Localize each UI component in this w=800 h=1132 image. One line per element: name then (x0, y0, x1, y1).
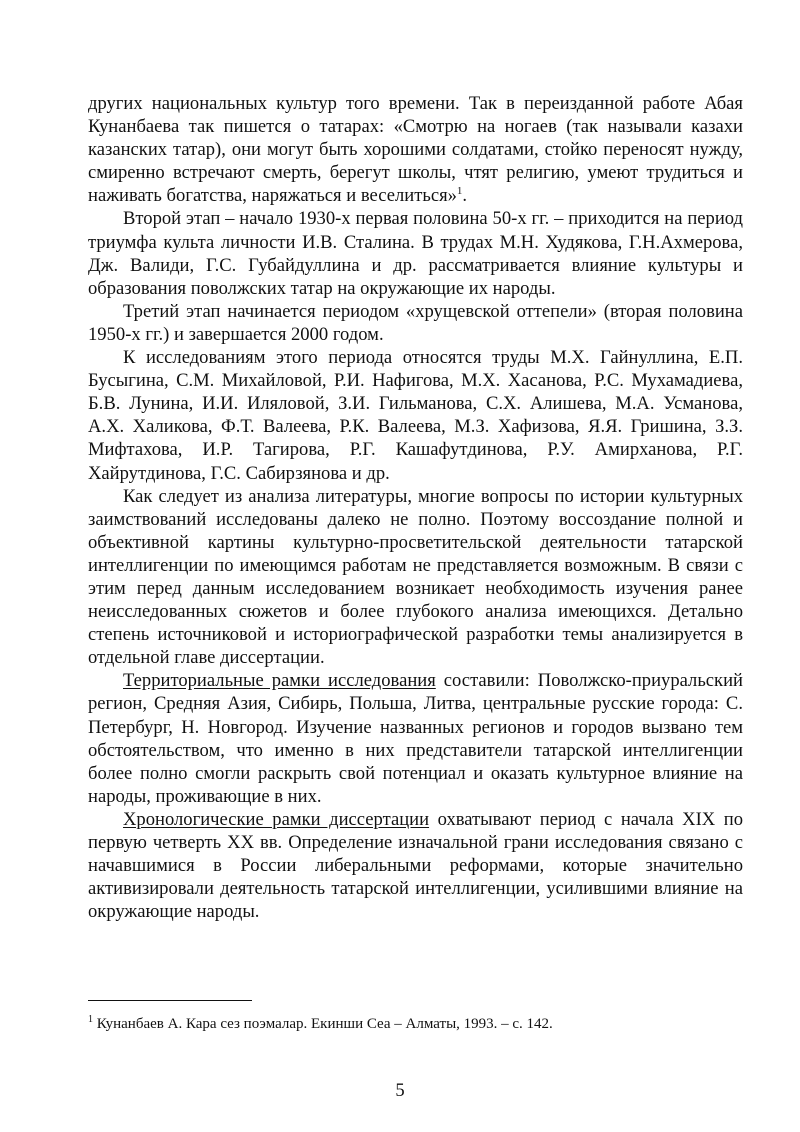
footnote-marker: 1 (88, 1014, 93, 1025)
page-number: 5 (395, 1080, 405, 1101)
paragraph-third-stage: Третий этап начинается периодом «хрущевской оттепели» (вторая половина 1950-х гг.) и завершается 2000 годом. (88, 300, 743, 345)
footnote (88, 1015, 748, 1034)
paragraph-text: других национальных культур того времени. Так в переизданной работе Абая Кунанбаева так пишется о татарах: «Смотрю на ногаев (так называли казахи казанских татар), они могут быть хорошими солдатами, стойко переносят нужду, смиренно встречают смерть, берегут школы, чтят религию, умеют трудиться и наживать богатства, наряжаться и веселиться» (88, 93, 743, 207)
territorial-scope-heading: Территориальные рамки исследования (123, 670, 436, 692)
footnote-text: Кунанбаев А. Кара сез поэмалар. Екинши Сеа – Алматы, 1993. – с. 142. (93, 1016, 553, 1032)
paragraph-territorial-scope (88, 669, 743, 808)
paragraph-text: составили: Поволжско-приуральский регион, Средняя Азия, Сибирь, Польша, Литва, центральные русские города: С. Петербург, Н. Новгород. Изучение названных регионов и городов вызвано тем обстоятельством, что именно в них представители татарской интеллигенции более полно смогли раскрыть свой потенциал и оказать культурное влияние на народы, проживающие в них. (88, 670, 743, 807)
footnote-reference[interactable]: 1 (456, 185, 463, 198)
paragraph-text: охватывают период с начала XIX по первую четверть XX вв. Определение изначальной грани исследования связано с начавшимися в России либеральными реформами, которые значительно активизировали деятельность татарской интеллигенции, усилившими влияние на окружающие народы. (88, 808, 743, 923)
paragraph-researchers: К исследованиям этого периода относятся труды М.Х. Гайнуллина, Е.П. Бусыгина, С.М. Михайловой, Р.И. Нафигова, М.Х. Хасанова, Р.С. Мухамадиева, Б.В. Лунина, И.И. Иляловой, З.И. Гильманова, С.Х. Алишева, М.А. Усманова, А.Х. Халикова, Ф.Т. Валеева, Р.К. Валеева, М.З. Хафизова, Я.Я. Гришина, З.З. Мифтахова, И.Р. Тагирова, Р.Г. Кашафутдинова, Р.У. Амирханова, Р.Г. Хайрутдинова, Г.С. Сабирзянова и др. (88, 347, 743, 484)
body-text (88, 92, 743, 923)
paragraph-second-stage: Второй этап – начало 1930-х первая половина 50-х гг. – приходится на период триумфа культа личности И.В. Сталина. В трудах М.Н. Худякова, Г.Н.Ахмерова, Дж. Валиди, Г.С. Губайдуллина и др. рассматривается влияние культуры и образования поволжских татар на окружающие их народы. (88, 208, 743, 299)
paragraph-abai-quote: других национальных культур того времени. Так в переизданной работе Абая Кунанбаева так пишется о татарах: «Смотрю на ногаев (так называли казахи казанских татар), они могут быть хорошими солдатами, стойко переносят нужду, смиренно встречают смерть, берегут школы, чтят религию, умеют трудиться и наживать богатства, наряжаться и веселиться»$^1$. (88, 93, 743, 207)
paragraph-chronological-scope (88, 808, 743, 923)
chronological-scope-heading: Хронологические рамки диссертации (123, 808, 430, 830)
paragraph-literature-analysis: Как следует из анализа литературы, многие вопросы по истории культурных заимствований исследованы далеко не полно. Поэтому воссоздание полной и объективной картины культурно-просветительской деятельности татарской интеллигенции по имеющимся работам не представляется возможным. В связи с этим перед данным исследованием возникает необходимость изучения ранее неисследованных сюжетов и более глубокого анализа имеющихся. Детально степень источниковой и историографической разработки темы анализируется в отдельной главе диссертации. (88, 485, 743, 669)
footnote-divider (88, 1000, 252, 1001)
